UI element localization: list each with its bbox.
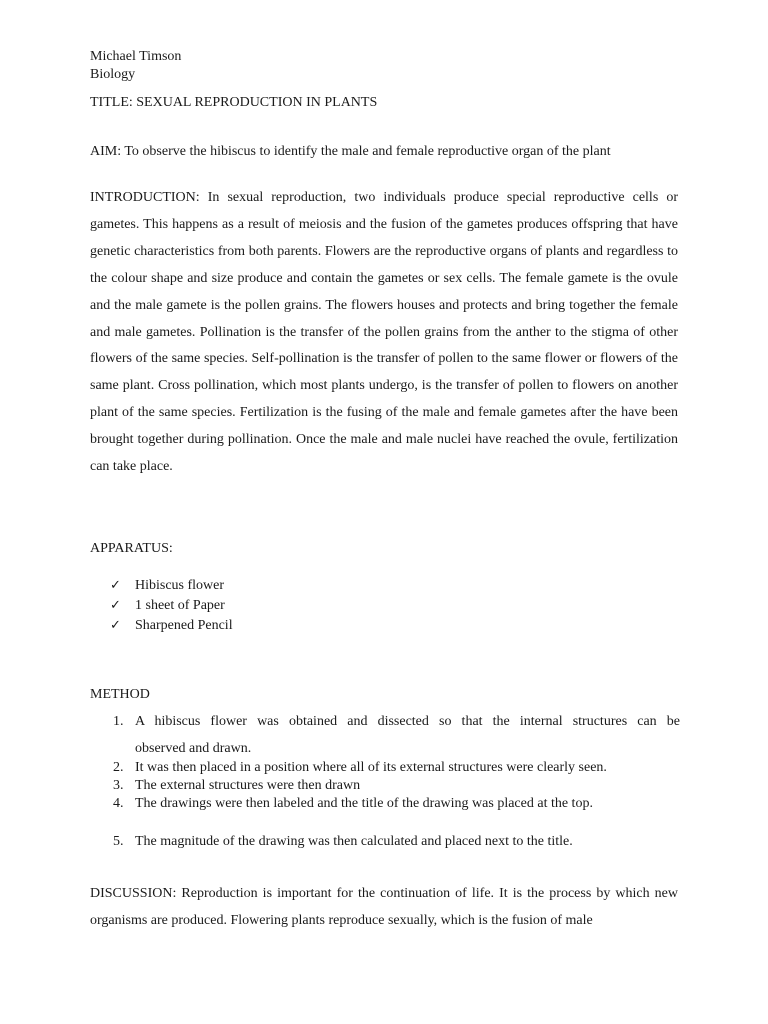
apparatus-item-label: Hibiscus flower	[135, 578, 225, 593]
method-heading: METHOD	[90, 687, 150, 702]
aim-paragraph: AIM: To observe the hibiscus to identify the male and female reproductive organ of the plant	[90, 144, 611, 159]
apparatus-item-label: Sharpened Pencil	[135, 618, 233, 633]
step-number: 3.	[113, 778, 124, 793]
step-text: The external structures were then drawn	[135, 778, 361, 793]
step-text-continued: observed and drawn.	[135, 741, 252, 756]
list-item	[110, 596, 233, 616]
step-text: The drawings were then labeled and the title of the drawing was placed at the top.	[135, 796, 593, 811]
apparatus-heading: APPARATUS:	[90, 541, 173, 556]
list-item	[110, 616, 233, 636]
apparatus-list	[110, 576, 233, 636]
checkmark-icon: ✓	[110, 598, 121, 613]
introduction-paragraph: INTRODUCTION: In sexual reproduction, two individuals produce special reproductive cells or gametes. This happens as a result of meiosis and the fusion of the gametes produces offspring that have genetic characteristics from both parents. Flowers are the reproductive organs of plants and regardless to the colour shape and size produce and contain the gametes or sex cells. The female gamete is the ovule and the male gamete is the pollen grains. The flowers houses and protects and bring together the female and male gametes. Pollination is the transfer of the pollen grains from the anther to the stigma of other flowers of the same species. Self-pollination is the transfer of pollen to the same flower or flowers of the same plant. Cross pollination, which most plants undergo, is the transfer of pollen to flowers on another plant of the same species. Fertilization is the fusing of the male and female gametes after the have been brought together during pollination. Once the male and male nuclei have reached the ovule, fertilization can take place.	[90, 190, 678, 475]
step-number: 2.	[113, 760, 124, 775]
apparatus-item-label: 1 sheet of Paper	[135, 598, 225, 613]
step-text: The magnitude of the drawing was then calculated and placed next to the title.	[135, 834, 573, 849]
checkmark-icon: ✓	[110, 618, 121, 633]
step-text: It was then placed in a position where all of its external structures were clearly seen.	[135, 760, 607, 775]
step-number: 1.	[113, 714, 124, 729]
step-number: 5.	[113, 834, 124, 849]
author-name: Michael Timson	[90, 49, 182, 64]
document-title: TITLE: SEXUAL REPRODUCTION IN PLANTS	[90, 95, 378, 110]
list-item	[110, 576, 233, 596]
checkmark-icon: ✓	[110, 578, 121, 593]
step-number: 4.	[113, 796, 124, 811]
step-text: A hibiscus flower was obtained and dissected so that the internal structures can be	[135, 714, 680, 729]
discussion-paragraph: DISCUSSION: Reproduction is important for the continuation of life. It is the process by which new organisms are produced. Flowering plants reproduce sexually, which is the fusion of male	[90, 886, 678, 928]
subject-name: Biology	[90, 67, 136, 82]
